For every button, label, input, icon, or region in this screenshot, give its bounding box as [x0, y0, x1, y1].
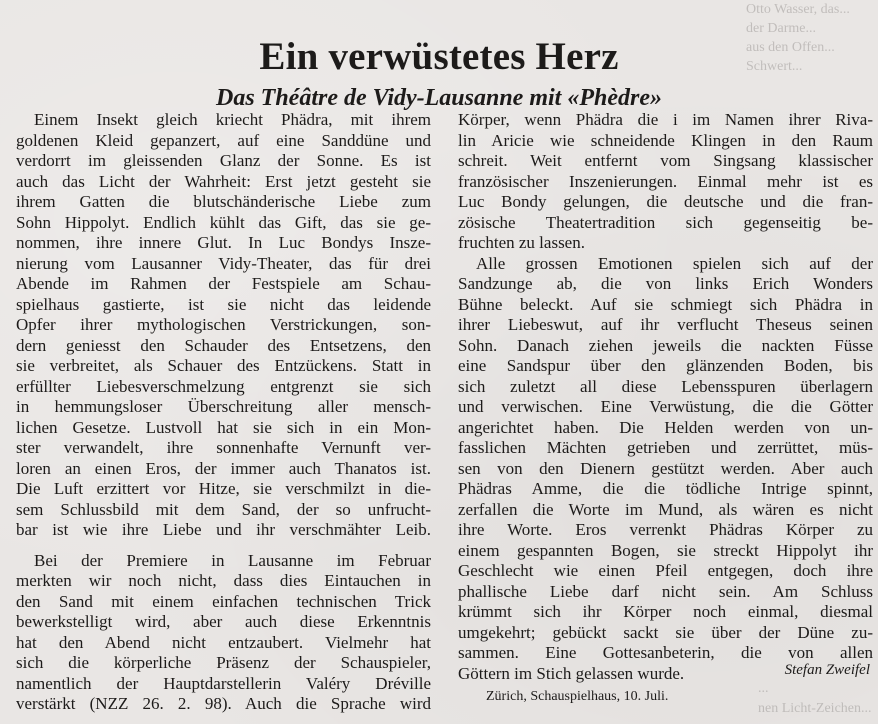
text-line: Bühne beleckt. Auf sie schmiegt sich Phädra in [458, 294, 873, 314]
text-line: Bei der Premiere in Lausanne im Februar [34, 550, 431, 570]
text-line: auch das Licht der Wahrheit: Erst jetzt gesteht sie [16, 171, 431, 191]
bleed-line: der Darme... [746, 21, 816, 36]
text-line: ihrem Gatten die blutschänderische Liebe zum [16, 192, 431, 211]
text-line: den Sand mit einem einfachen technischen Trick [16, 591, 431, 611]
text-line: sich die körperliche Präsenz der Schauspieler, [16, 653, 431, 672]
article-subheadline: Das Théâtre de Vidy-Lausanne mit «Phèdre» [216, 84, 662, 111]
text-line: lichen Gesetze. Lustvoll hat sie sich in ein Mon- [16, 417, 431, 437]
text-line: krümmt sich ihr Körper noch einmal, diesmal [458, 602, 873, 621]
text-line: Einem Insekt gleich kriecht Phädra, mit ihrem [34, 110, 431, 129]
text-line: ihrer Liebeswut, auf ihr verflucht Theseus seinen [458, 315, 873, 334]
text-line: Alle grossen Emotionen spielen sich auf der [476, 253, 873, 273]
text-line: Phädras Amme, die die tödliche Intrige spinnt, [458, 479, 873, 498]
text-line: bewerkstelligt wird, aber auch diese Erkenntnis [16, 612, 431, 631]
article-headline: Ein verwüstetes Herz [259, 35, 619, 79]
text-line: zösische Theatertradition sich gegenseitig be- [458, 212, 873, 232]
text-line: angerichtet haben. Die Helden werden von un- [458, 417, 873, 437]
text-line: goldenen Kleid gepanzert, auf eine Sanddüne und [16, 130, 431, 150]
bleed-line: Otto Wasser, das... [746, 2, 850, 17]
text-line: Luc Bondy gelungen, die deutsche und die fran- [458, 192, 873, 211]
bleed-line: Schwert... [746, 59, 803, 74]
article-column-left [16, 110, 431, 715]
text-line: ihre Worte. Eros verrenkt Phädras Körper zu [458, 520, 873, 539]
text-line: Abende im Rahmen der Festspiele am Schau- [16, 274, 431, 293]
author-byline: Stefan Zweifel [784, 662, 870, 678]
text-line: Sohn Hippolyt. Endlich kühlt das Gift, das sie ge- [16, 212, 431, 232]
text-line: sie verbreitet, als Schauer des Entzückens. Statt in [16, 356, 431, 375]
text-line: fasslichen Mächten getrieben und zerrüttet, müs- [458, 438, 873, 457]
text-line: in hemmungsloser Überschreitung aller mensch- [16, 397, 431, 416]
text-line: Opfer ihrer mythologischen Verstrickungen, son- [16, 315, 431, 334]
text-line: Geschlecht wie einen Pfeil entgegen, doch ihre [458, 561, 873, 580]
text-line: lin Aricie wie schneidende Klingen in den Raum [458, 130, 873, 150]
text-line: spielhaus gastierte, ist sie nicht das leidende [16, 294, 431, 314]
text-line: zerfallen die Worte im Mund, als wären es nicht [458, 499, 873, 519]
text-line: merkten wir noch nicht, dass dies Eintauchen in [16, 571, 431, 590]
text-line: erfüllter Liebesverschmelzung entgrenzt sie sich [16, 376, 431, 396]
text-line: sammen. Eine Gottesanbeterin, die von allen [458, 643, 873, 662]
text-line: verstärkt (NZZ 26. 2. 98). Auch die Sprache wird [16, 694, 431, 713]
text-line: sem Schlussbild mit dem Sand, der so unfrucht- [16, 499, 431, 519]
text-line: Sohn. Danach ziehen jeweils die nackten Füsse [458, 335, 873, 355]
text-line: verdorrt im gleissenden Glanz der Sonne. Es ist [16, 151, 431, 170]
text-line: Körper, wenn Phädra die i im Namen ihrer Riva- [458, 110, 873, 129]
text-line: nierung vom Lausanner Vidy-Theater, das für drei [16, 253, 431, 273]
text-line: loren an einen Eros, der immer auch Thanatos ist. [16, 458, 431, 478]
dateline: Zürich, Schauspielhaus, 10. Juli. [486, 689, 669, 704]
bleed-line: nen Licht-Zeichen... [758, 701, 872, 716]
text-line: ster verwandelt, ihre sonnenhafte Vernunft ver- [16, 438, 431, 457]
bleed-through-text-bottom-right [758, 679, 878, 724]
article-column-right [458, 110, 873, 684]
text-line: umgekehrt; gebückt sackt sie über der Düne zu- [458, 622, 873, 642]
text-line: eine Sandspur über den glänzenden Boden, bis [458, 356, 873, 375]
paragraph-gap [16, 541, 431, 551]
text-line: französischer Inszenierungen. Einmal mehr ist es [458, 171, 873, 191]
bleed-line: ... [758, 681, 769, 696]
text-line: hat den Abend nicht entzaubert. Vielmehr hat [16, 632, 431, 652]
bleed-line: aus den Offen... [746, 40, 835, 55]
text-line: schreit. Weit entfernt vom Singsang klassischer [458, 151, 873, 170]
text-line: Die Luft erzittert vor Hitze, sie verschmilzt in die- [16, 479, 431, 498]
text-line: dern geniesst den Schauder des Entsetzens, den [16, 335, 431, 355]
text-line: sen von den Dienern gestützt werden. Aber auch [458, 458, 873, 478]
text-line: sich zuletzt all diese Lebensspuren überlagern [458, 376, 873, 396]
text-line: bar ist wie ihre Liebe und ihr verschmähter Leib. [16, 520, 431, 539]
text-line: und verwischen. Eine Verwüstung, die die Götter [458, 397, 873, 416]
text-line: fruchten zu lassen. [458, 233, 585, 252]
text-line: Göttern im Stich gelassen wurde. [458, 663, 685, 683]
text-line: einem gespannten Bogen, sie streckt Hippolyt ihr [458, 540, 873, 560]
text-line: Sandzunge ab, die von links Erich Wonders [458, 274, 873, 293]
text-line: nommen, ihre innere Glut. In Luc Bondys Insze- [16, 233, 431, 252]
text-line: namentlich der Hauptdarstellerin Valéry Dréville [16, 673, 431, 693]
text-line: phallische Liebe darf nicht sein. Am Schluss [458, 581, 873, 601]
